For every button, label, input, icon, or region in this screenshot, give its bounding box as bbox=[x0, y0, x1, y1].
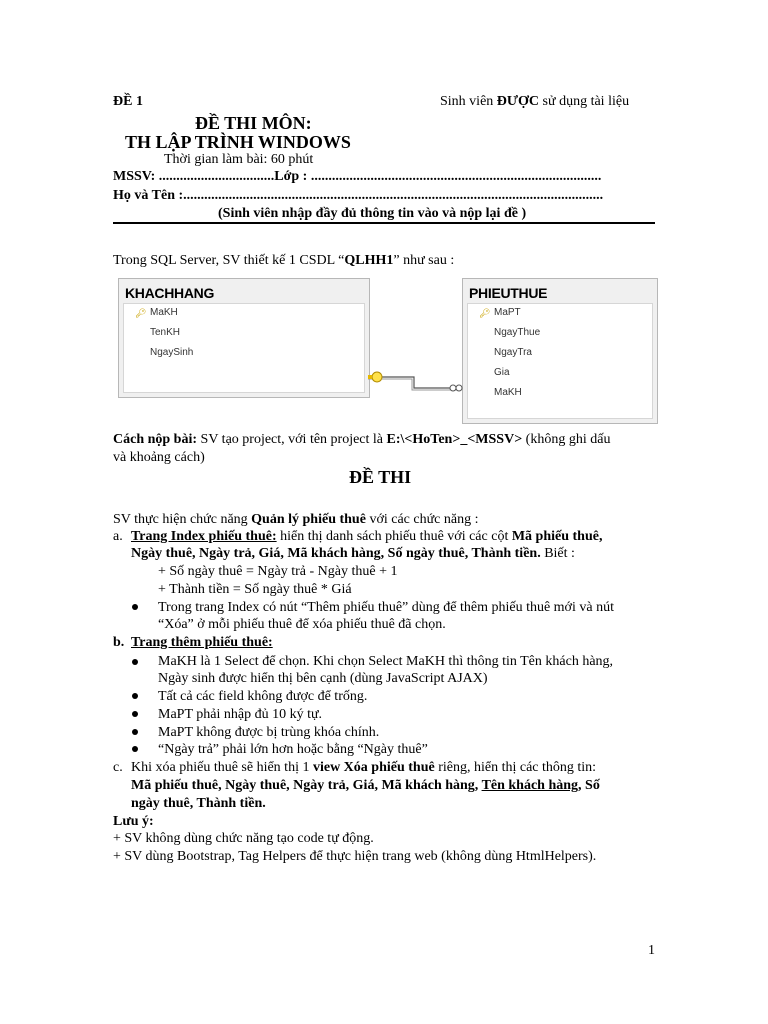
part-c-marker: c. bbox=[113, 760, 123, 775]
part-a-bullet-1: Trong trang Index có nút “Thêm phiếu thuê” dùng để thêm phiếu thuê mới và nút bbox=[158, 600, 614, 615]
subject-title: TH LẬP TRÌNH WINDOWS bbox=[125, 132, 351, 152]
bullet bbox=[132, 659, 138, 665]
formula-amount: + Thành tiền = Số ngày thuê * Giá bbox=[158, 582, 352, 597]
fill-instruction: (Sinh viên nhập đầy đủ thông tin vào và nộp lại đề ) bbox=[218, 206, 527, 221]
part-a-line-2: Ngày thuê, Ngày trả, Giá, Mã khách hàng, Số ngày thuê, Thành tiền. Biết : bbox=[131, 546, 575, 561]
material-note: Sinh viên ĐƯỢC sử dụng tài liệu bbox=[440, 94, 630, 109]
part-c-line-3: ngày thuê, Thành tiền. bbox=[131, 796, 266, 811]
notes-label: Lưu ý: bbox=[113, 814, 154, 829]
name-line: Họ và Tên :........................................................................................................................ bbox=[113, 188, 604, 203]
bullet bbox=[132, 604, 138, 610]
intro-text: Trong SQL Server, SV thiết kế 1 CSDL “QLHH1” như sau : bbox=[113, 253, 455, 268]
bullet bbox=[132, 729, 138, 735]
time-limit: Thời gian làm bài: 60 phút bbox=[164, 152, 314, 167]
header-divider bbox=[113, 222, 655, 224]
note-2: + SV dùng Bootstrap, Tag Helpers để thực hiện trang web (không dùng HtmlHelpers). bbox=[113, 849, 597, 864]
part-a-bullet-1-cont: “Xóa” ở mỗi phiếu thuê để xóa phiếu thuê đã chọn. bbox=[158, 617, 446, 632]
table-khachhang-columns: 🔑︎ MaKH TenKH NgaySinh bbox=[123, 303, 365, 393]
part-b-marker: b. bbox=[113, 635, 125, 650]
table-phieuthue-title: PHIEUTHUE bbox=[469, 285, 548, 301]
exam-title: ĐỀ THI MÔN: bbox=[195, 113, 312, 133]
table-khachhang bbox=[118, 278, 370, 398]
part-b-title: Trang thêm phiếu thuê: bbox=[131, 635, 273, 650]
part-a-marker: a. bbox=[113, 529, 123, 544]
part-b-bullet: Tất cả các field không được để trống. bbox=[158, 689, 368, 704]
submit-line: Cách nộp bài: SV tạo project, với tên project là E:\<HoTen>_<MSSV> (không ghi dấu bbox=[113, 432, 611, 447]
part-b-bullet-cont: Ngày sinh được hiển thị bên cạnh (dùng JavaScript AJAX) bbox=[158, 671, 488, 686]
submit-line-2: và khoảng cách) bbox=[113, 450, 205, 465]
page-number: 1 bbox=[648, 943, 655, 958]
table-khachhang-title: KHACHHANG bbox=[125, 285, 215, 301]
part-b-bullet: MaPT không được bị trùng khóa chính. bbox=[158, 725, 380, 740]
section-title: ĐỀ THI bbox=[349, 467, 412, 487]
part-c-line-1: Khi xóa phiếu thuê sẽ hiển thị 1 view Xóa phiếu thuê riêng, hiển thị các thông tin: bbox=[131, 760, 597, 775]
table-phieuthue-columns: 🔑︎ MaPT NgayThue NgayTra Gia MaKH bbox=[467, 303, 653, 419]
table-phieuthue bbox=[462, 278, 658, 424]
formula-days: + Số ngày thuê = Ngày trả - Ngày thuê + 1 bbox=[158, 564, 398, 579]
part-a-line-1: Trang Index phiếu thuê: hiển thị danh sách phiếu thuê với các cột Mã phiếu thuê, bbox=[131, 529, 603, 544]
task-intro: SV thực hiện chức năng Quản lý phiếu thuê với các chức năng : bbox=[113, 512, 479, 527]
part-c-line-2: Mã phiếu thuê, Ngày thuê, Ngày trả, Giá, Mã khách hàng, Tên khách hàng, Số bbox=[131, 778, 600, 793]
part-b-bullet: “Ngày trả” phải lớn hơn hoặc bằng “Ngày thuê” bbox=[158, 742, 428, 757]
bullet bbox=[132, 711, 138, 717]
primary-key-icon: 🔑︎ bbox=[135, 308, 147, 318]
bullet bbox=[132, 693, 138, 699]
bullet bbox=[132, 746, 138, 752]
part-b-bullet: MaKH là 1 Select để chọn. Khi chọn Select MaKH thì thông tin Tên khách hàng, bbox=[158, 654, 614, 669]
note-1: + SV không dùng chức năng tạo code tự động. bbox=[113, 831, 374, 846]
part-b-bullet: MaPT phải nhập đủ 10 ký tự. bbox=[158, 707, 323, 722]
relationship-line bbox=[360, 360, 470, 400]
exam-code: ĐỀ 1 bbox=[113, 94, 143, 109]
primary-key-icon: 🔑︎ bbox=[479, 308, 491, 318]
mssv-line: MSSV: .................................Lớp : ................................................................................... bbox=[113, 169, 602, 184]
